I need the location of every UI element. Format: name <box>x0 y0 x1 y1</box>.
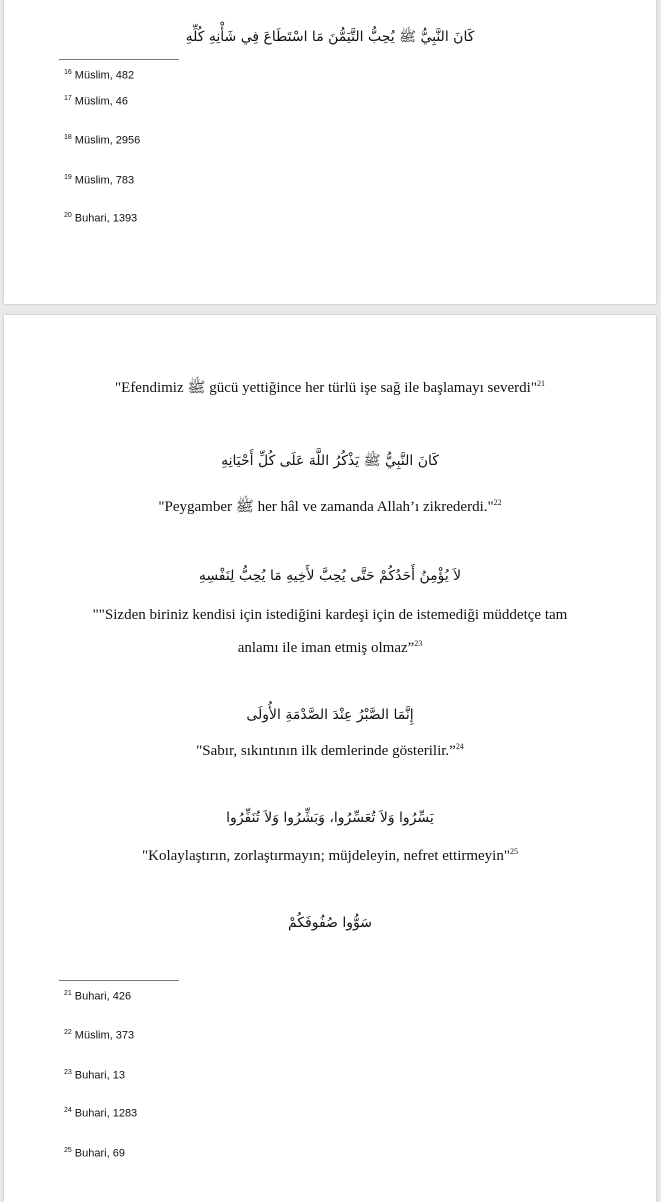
translation-text <box>4 640 656 657</box>
footnote-text: Müslim, 783 <box>74 174 135 187</box>
translation-text <box>4 743 656 760</box>
translation-body: "Sabır, sıkıntının ilk demlerinde gösterilir.” <box>196 743 456 759</box>
translation-body: anlamı ile iman etmiş olmaz” <box>237 640 415 656</box>
translation-text <box>4 378 656 400</box>
translation-body: "Kolaylaştırın, zorlaştırmayın; müjdeleyin, nefret ettirmeyin" <box>142 848 510 864</box>
footnote <box>64 1029 134 1042</box>
footnote <box>64 95 128 108</box>
footnote <box>64 174 134 187</box>
footnote-text: Buhari, 1393 <box>74 212 138 225</box>
footnote-number: 16 <box>64 69 72 76</box>
footnote <box>64 212 137 225</box>
footnote-number: 21 <box>64 990 72 997</box>
footnote-number: 24 <box>64 1107 72 1114</box>
footnote-ref: 23 <box>414 639 423 648</box>
footnote-text: Buhari, 13 <box>74 1069 125 1082</box>
footnote-divider <box>59 59 179 60</box>
footnote-text: Buhari, 1283 <box>74 1107 138 1120</box>
footnote-ref: 25 <box>509 847 518 856</box>
translation-body: ""Sizden biriniz kendisi için istediğini kardeşi için de istemediği müddetçe tam <box>92 607 568 623</box>
arabic-hadith-text: يَسِّرُوا وَلاَ تُعَسِّرُوا، وَبَشِّرُوا وَلاَ تُنَفِّرُوا <box>226 810 434 826</box>
document-page-1 <box>4 0 656 304</box>
footnote-divider <box>59 980 179 981</box>
footnote-ref: 22 <box>493 498 502 507</box>
arabic-hadith-text: سَوُّوا صُفُوفَكُمْ <box>287 915 372 931</box>
translation-text <box>4 848 656 865</box>
footnote-text: Müslim, 2956 <box>74 134 141 147</box>
translation-text <box>4 607 656 624</box>
footnote <box>64 1107 137 1120</box>
footnote <box>64 990 131 1003</box>
footnote <box>64 134 140 147</box>
footnote <box>64 69 134 82</box>
footnote-ref: 21 <box>536 379 545 388</box>
translation-text <box>4 497 656 519</box>
footnote-number: 20 <box>64 212 72 219</box>
translation-body: "Peygamber ﷺ her hâl ve zamanda Allah’ı zikrederdi." <box>158 499 494 515</box>
arabic-hadith-text: لاَ يُؤْمِنُ أَحَدُكُمْ حَتَّى يُحِبَّ لأَخِيهِ مَا يُحِبُّ لِنَفْسِهِ <box>198 568 462 584</box>
footnote-number: 22 <box>64 1029 72 1036</box>
footnote-text: Müslim, 46 <box>74 95 128 108</box>
document-page-2 <box>4 315 656 1202</box>
footnote-number: 18 <box>64 134 72 141</box>
footnote-number: 17 <box>64 95 72 102</box>
footnote <box>64 1147 125 1160</box>
footnote-text: Müslim, 482 <box>74 69 135 82</box>
arabic-hadith-text: كَانَ النَّبِيُّ ﷺ يَذْكُرُ اللَّهَ عَلَى كُلِّ أَحْيَانِهِ <box>221 453 439 469</box>
arabic-hadith-text: كَانَ النَّبِيُّ ﷺ يُحِبُّ التَّيَمُّنَ مَا اسْتَطَاعَ فِي شَأْنِهِ كُلِّهِ <box>185 29 475 45</box>
footnote-text: Buhari, 426 <box>74 990 132 1003</box>
footnote-number: 25 <box>64 1147 72 1154</box>
footnote <box>64 1069 125 1082</box>
footnote-ref: 24 <box>455 742 464 751</box>
footnote-number: 19 <box>64 174 72 181</box>
footnote-text: Müslim, 373 <box>74 1029 135 1042</box>
footnote-text: Buhari, 69 <box>74 1147 125 1160</box>
translation-body: "Efendimiz ﷺ gücü yettiğince her türlü işe sağ ile başlamayı severdi" <box>115 380 537 396</box>
arabic-hadith-text: إِنَّمَا الصَّبْرُ عِنْدَ الصَّدْمَةِ الأُولَى <box>246 707 414 723</box>
footnote-number: 23 <box>64 1069 72 1076</box>
